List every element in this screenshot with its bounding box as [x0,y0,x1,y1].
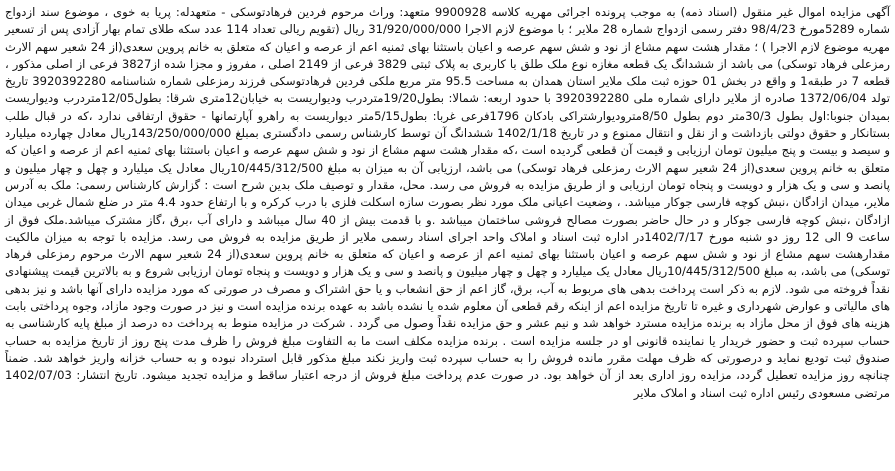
notice-body-text: آگهی مزایده اموال غیر منقول (اسناد ذمه) به موجب پرونده اجرائی مهریه کلاسه 9900928 متعهد: وراث مرحوم فردین فرهادتوسکی - متعهدله: پریا به خوی ، موضوع سند ازدواج شماره 5289مورخ 98/4/23 دفتر رسمی ازدواج شماره 28 ملایر ؛ با موضوع لازم الاجرا 31/920/000/000 ریال (تقویم ریالی تعداد 114 عدد سکه طلای تمام بهار آزادی پس از تسعیر مهریه موضوع لازم الاجرا ) ؛ مقدار هشت سهم مشاع از نود و شش سهم عرصه و اعیان باستثنا بهای ثمنیه اعم از عرصه و اعیان که متعلق به خانم پروین سعدی(از 24 شعیر سهم الارث رمزعلی فرهاد توسکی) می باشد از ششدانگ یک قطعه مغازه نوع ملک طلق با کاربری به پلاک ثبتی 3829 فرعی از 2149 اصلی ، مفروز و مجزا شده از3827 فرعی از اصلی مذکور ، قطعه 7 در طبقه1 و واقع در بخش 01 حوزه ثبت ملک ملایر استان همدان به مساحت 95.5 متر مربع ملکی فردین فرهادتوسکی فرزند رمزعلی شماره شناسنامه 3920392280 تاریخ تولد 1372/06/04 صادره از ملایر دارای شماره ملی 3920392280 با حدود اربعه: شمالا: بطول19/20متردرب ودیواریست به خیابان12متری شرقا: بطول12/05متردرب ودیواریست بمیدان جنوبا:اول بطول 30/3متر دوم بطول 8/50مترودیوارشتراکی بادکان 1796فرعی غربا: بطول5/15متر دیواریست به راهرو آپارتمانها - حقوق ارتفاقی ندارد ،که در قبال طلب بستانکار و حقوق دولتی بازداشت و از نقل و انتقال ممنوع و در تاریخ 1402/1/18 ششدانگ آن توسط کارشناس رسمی دادگستری بمبلغ 143/250/000/000ریال معادل چهارده میلیارد و سیصد و بیست و پنج میلیون تومان ارزیابی و قیمت آن قطعی گردیده است ،که مقدار هشت سهم مشاع از نود و شش سهم عرصه و اعیان باستثنا بهای ثمنیه اعم از عرصه و اعیان که متعلق به خانم پروین سعدی(از 24 شعیر سهم الارث رمزعلی فرهاد توسکی) می باشد، ارزیابی آن به میزان به مبلغ 10/445/312/500ریال معادل یک میلیارد و چهل و چهار میلیون و پانصد و سی و یک هزار و دویست و پنجاه تومان ارزیابی و از طریق مزایده به فروش می رسد. محل، مقدار و توصیف ملک بدین شرح است : گزارش کارشناس رسمی: ملک به آدرس ملایر، میدان ازادگان ،نبش کوچه فارسی جوکار میباشد. ، وضعیت اعیانی ملک مورد نظر بصورت سازه اسکلت فلزی با درب کرکره و با ارتفاع حدود 4.4 متر در ضلع شمال غربی میدان ازادگان ،نبش کوچه فارسی جوکار و در حال حاضر بصورت مصالح فروشی ساختمان میباشد .و با قدمت بیش از 40 سال میباشد و دارای آب ،برق ،گاز مشترک میباشد.ملک فوق از ساعت 9 الی 12 روز دو شنبه مورخ 1402/7/17در اداره ثبت اسناد و املاک واحد اجرای اسناد رسمی ملایر از طریق مزایده به فروش می رسد. مزایده با توجه به میزان مالکیت مقدارهشت سهم مشاع از نود و شش سهم عرصه و اعیان باستثنا بهای ثمنیه اعم از عرصه و اعیان که متعلق به خانم پروین سعدی(از 24 شعیر سهم الارث مرحوم رمزعلی فرهاد توسکی) می باشد، به مبلغ 10/445/312/500ریال معادل یک میلیارد و چهل و چهار میلیون و پانصد و سی و یک هزار و دویست و پنجاه تومان ارزیابی شروع و به بالاترین قیمت پیشنهادی نقداً فروخته می شود. لازم به ذکر است پرداخت بدهی های مربوط به آب، برق، گاز اعم از حق انشعاب و یا حق اشتراک و مصرف در صورتی که مورد مزایده دارای آنها باشد و نیز بدهی های مالیاتی و عوارض شهرداری و غیره تا تاریخ مزایده اعم از اینکه رقم قطعی آن معلوم شده یا نشده باشد به عهده برنده مزایده است و نیز در صورت وجود مازاد، وجوه پرداختی بابت هزینه های فوق از محل مازاد به برنده مزایده مسترد خواهد شد و نیم عشر و حق مزایده نقداً وصول می گردد . شرکت در مزایده منوط به پرداخت ده درصد از مبلغ پایه کارشناسی به حساب سپرده ثبت و حضور خریدار یا نماینده قانونی او در جلسه مزایده است . برنده مزایده مکلف است ما به التفاوت مبلغ فروش را ظرف مدت پنج روز از تاریخ مزایده به حساب صندوق ثبت تودیع نماید و درصورتی که ظرف مهلت مقرر مانده فروش را به حساب سپرده ثبت واریز نکند مبلغ مذکور قابل استرداد نبوده و به حساب خزانه واریز خواهد شد. ضمناً چنانچه روز مزایده تعطیل گردد، مزایده روز اداری بعد از آن خواهد بود. در صورت عدم پرداخت مبلغ فروش از درجه اعتبار ساقط و مزایده تجدید میشود. تاریخ انتشار: 1402/07/03 مرتضی مسعودی رئیس اداره ثبت اسناد و املاک ملایر [5,5,891,400]
